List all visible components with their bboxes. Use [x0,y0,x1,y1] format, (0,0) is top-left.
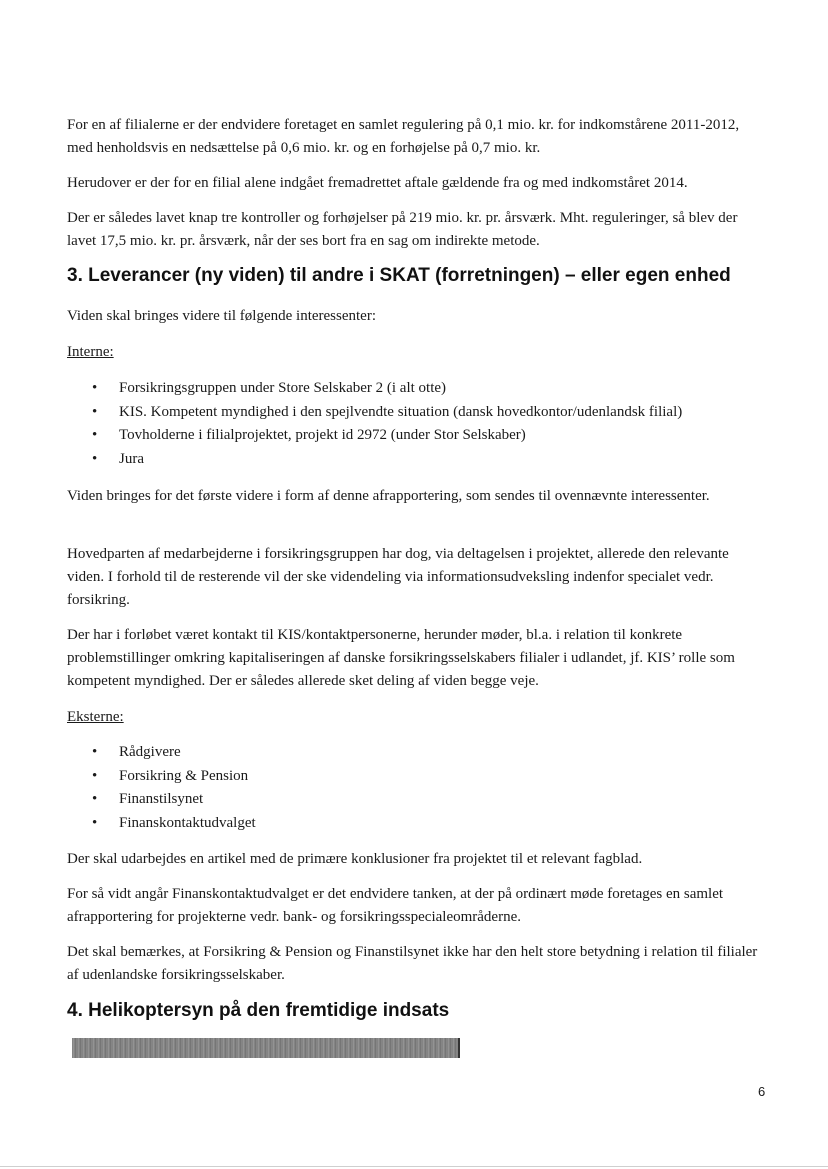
paragraph-fremadrettet-aftale: Herudover er der for en filial alene indgået fremadrettet aftale gældende fra og med indkomståret 2014. [67,175,688,191]
paragraph-artikel: Der skal udarbejdes en artikel med de primære konklusioner fra projektet til et relevant fagblad. [67,851,643,867]
paragraph-hovedparten: Hovedparten af medarbejderne i forsikringsgruppen har dog, via deltagelsen i projektet, allerede den relevante viden. I forhold til de resterende vil der ske videndeling via informationsudveksling indenfor specialet vedr. forsikring. [67,546,729,608]
redacted-text-bar [72,1038,460,1058]
list-item: • Tovholderne i filialprojektet, projekt id 2972 (under Stor Selskaber) [92,424,682,448]
list-item: • KIS. Kompetent myndighed i den spejlvendte situation (dansk hovedkontor/udenlandsk filial) [92,401,682,425]
paragraph-afrapportering: Viden bringes for det første videre i form af denne afrapportering, som sendes til ovennævnte interessenter. [67,488,710,504]
list-item: • Rådgivere [92,741,256,765]
page-number: 6 [758,1084,766,1099]
section-heading-3: 3. Leverancer (ny viden) til andre i SKAT (forretningen) – eller egen enhed [67,265,731,286]
page-edge-divider [0,1166,828,1167]
section-heading-4: 4. Helikoptersyn på den fremtidige indsats [67,1000,450,1021]
list-item: • Jura [92,448,682,472]
paragraph-finanskontaktudvalget: For så vidt angår Finanskontaktudvalget er det endvidere tanken, at der på ordinært møde foretages en samlet afrapportering for projekterne vedr. bank- og forsikringsspecialeområderne. [67,886,724,925]
list-item: • Finanstilsynet [92,788,256,812]
eksterne-list [92,741,256,835]
list-item: • Finanskontaktudvalget [92,812,256,836]
label-eksterne: Eksterne: [67,709,124,725]
label-interne: Interne: [67,344,114,360]
paragraph-filial-regulering: For en af filialerne er der endvidere foretaget en samlet regulering på 0,1 mio. kr. for indkomstårene 2011-2012, med henholdsvis en nedsættelse på 0,6 mio. kr. og en forhøjelse på 0,7 mio. kr. [67,117,740,156]
list-item: • Forsikringsgruppen under Store Selskaber 2 (i alt otte) [92,377,682,401]
paragraph-interessenter: Viden skal bringes videre til følgende interessenter: [67,308,377,324]
paragraph-bemaerkning: Det skal bemærkes, at Forsikring & Pension og Finanstilsynet ikke har den helt store betydning i relation til filialer af udenlandske forsikringsselskaber. [67,944,758,983]
interne-list [92,377,682,471]
paragraph-kis-kontakt: Der har i forløbet været kontakt til KIS/kontaktpersonerne, herunder møder, bl.a. i relation til konkrete problemstillinger omkring kapitaliseringen af danske forsikringsselskabers filialer i udlandet, jf. KIS’ rolle som kompetent myndighed. Der er således allerede sket deling af viden begge veje. [67,627,735,689]
paragraph-kontroller: Der er således lavet knap tre kontroller og forhøjelser på 219 mio. kr. pr. årsværk. Mht. reguleringer, så blev der lavet 17,5 mio. kr. pr. årsværk, når der ses bort fra en sag om indirekte metode. [67,210,738,249]
list-item: • Forsikring & Pension [92,765,256,789]
